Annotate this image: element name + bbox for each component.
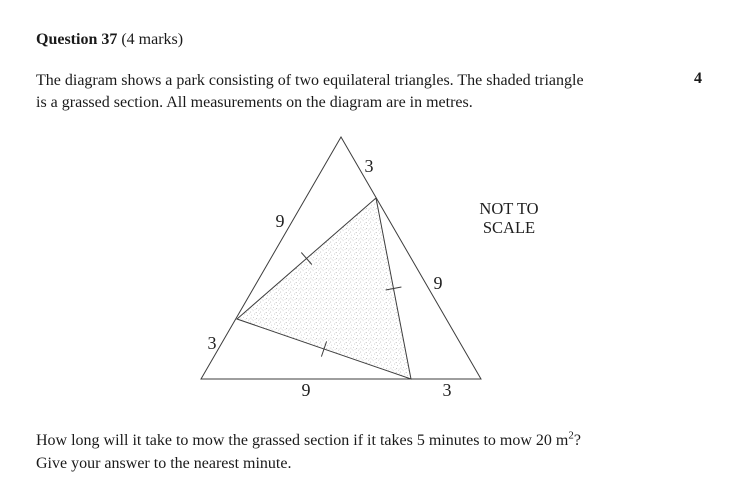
prompt-line-2-text: Give your answer to the nearest minute.: [36, 455, 292, 472]
shaded-grassed-triangle: [237, 198, 411, 379]
prompt-line-1-end: ?: [573, 432, 581, 449]
measurement-label-right-lower-9: 9: [433, 273, 443, 293]
question-intro: [36, 70, 584, 114]
question-marks-label: (4 marks): [117, 31, 184, 48]
question-heading: [36, 31, 183, 49]
not-to-scale-line-2: SCALE: [482, 218, 536, 237]
measurement-label-base-left-9: 9: [301, 380, 311, 400]
intro-line-2: is a grassed section. All measurements on the diagram are in metres.: [36, 94, 473, 111]
not-to-scale-line-1: NOT TO: [479, 199, 539, 218]
prompt-line-1-text: How long will it take to mow the grassed section if it takes 5 minutes to mow 20 m: [36, 432, 569, 449]
measurement-label-left-lower-3: 3: [207, 333, 217, 353]
measurement-label-left-upper-9: 9: [275, 211, 285, 231]
park-diagram: [170, 120, 570, 405]
question-number: Question 37: [36, 31, 118, 48]
measurement-label-base-right-3: 3: [442, 380, 452, 400]
question-prompt: [36, 429, 581, 475]
intro-line-1: The diagram shows a park consisting of two equilateral triangles. The shaded triangle: [36, 72, 584, 89]
margin-marks-value: 4: [694, 70, 702, 87]
squared-superscript: 2: [568, 429, 574, 442]
measurement-label-apex-right-3: 3: [364, 156, 374, 176]
